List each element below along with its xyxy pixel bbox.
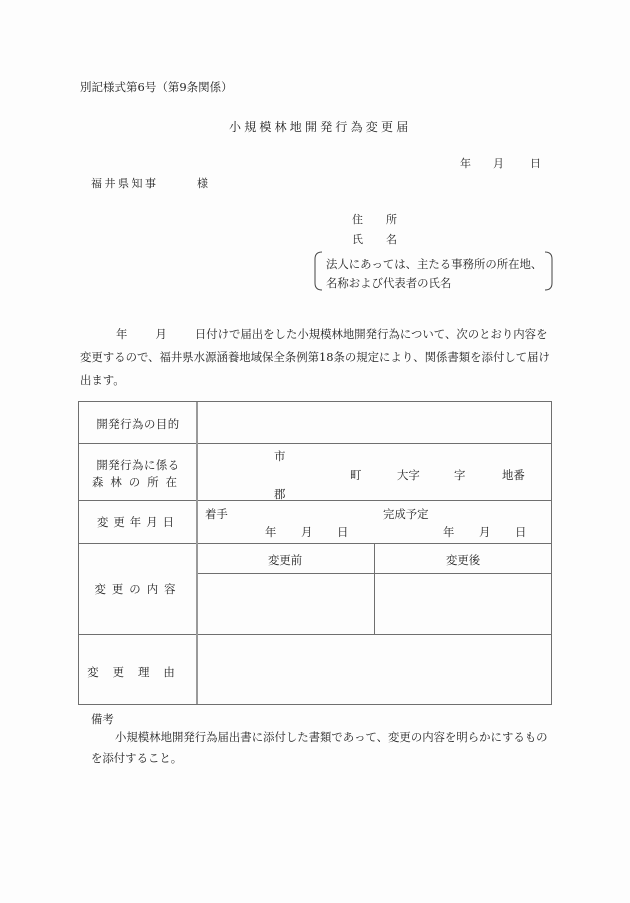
name-label-part2: 名 (386, 233, 397, 246)
after-label: 変更後 (446, 553, 481, 567)
completion-month: 月 (479, 525, 491, 539)
location-label-line2: 森林の所在 (92, 475, 184, 489)
remarks-text: 小規模林地開発行為届出書に添付した書類であって、変更の内容を明らかにするものを添付すること。 (91, 730, 548, 765)
change-form-table (78, 401, 552, 705)
location-town: 町 (350, 468, 362, 482)
row-divider (79, 443, 551, 444)
document-title: 小規模林地開発行為変更届 (229, 120, 412, 134)
start-month: 月 (301, 525, 313, 539)
reason-field[interactable] (199, 636, 549, 703)
purpose-label: 開発行為の目的 (96, 417, 180, 431)
addressee-name: 福井県知事 (91, 177, 159, 190)
completion-day: 日 (515, 525, 527, 539)
address-label-part1: 住 (352, 213, 363, 226)
location-oaza: 大字 (397, 468, 420, 482)
completion-label: 完成予定 (383, 507, 429, 521)
row-divider (79, 543, 551, 544)
name-label-part1: 氏 (352, 233, 363, 246)
start-label: 着手 (205, 507, 228, 521)
location-label-line1: 開発行為に係る (96, 458, 180, 472)
location-county: 郡 (274, 487, 286, 501)
form-number: 別記様式第6号（第9条関係） (80, 80, 233, 94)
location-city: 市 (274, 449, 286, 463)
label-column-divider (196, 402, 198, 704)
date-month-label: 月 (493, 157, 504, 170)
before-field[interactable] (199, 575, 373, 633)
address-label-part2: 所 (386, 213, 397, 226)
corporate-note-line2: 名称および代表者の氏名 (326, 276, 452, 290)
row-divider (79, 634, 551, 635)
before-after-divider (374, 543, 375, 634)
body-paragraph (80, 323, 555, 392)
reason-label: 変更理由 (87, 665, 189, 679)
completion-year: 年 (443, 525, 455, 539)
row-divider (79, 500, 551, 501)
corporate-note-line1: 法人にあっては、主たる事務所の所在地、 (326, 257, 543, 271)
purpose-field[interactable] (199, 403, 549, 442)
start-day: 日 (337, 525, 349, 539)
corporate-note (326, 255, 542, 293)
date-day-label: 日 (530, 157, 541, 170)
after-field[interactable] (376, 575, 550, 633)
change-date-label: 変更年月日 (97, 515, 179, 529)
before-label: 変更前 (268, 553, 303, 567)
content-label: 変更の内容 (94, 582, 182, 596)
location-aza: 字 (454, 468, 466, 482)
remarks-heading: 備考 (91, 712, 114, 726)
body-year: 年 (116, 327, 128, 341)
date-year-label: 年 (460, 157, 471, 170)
location-lot: 地番 (502, 468, 525, 482)
start-year: 年 (265, 525, 277, 539)
body-month: 月 (155, 327, 167, 341)
addressee-honorific: 様 (197, 177, 208, 190)
body-text: 日付けで届出をした小規模林地開発行為について、次のとおり内容を変更するので、福井県水源涵養地域保全条例第18条の規定により、関係書類を添付して届け出ます。 (80, 327, 550, 387)
